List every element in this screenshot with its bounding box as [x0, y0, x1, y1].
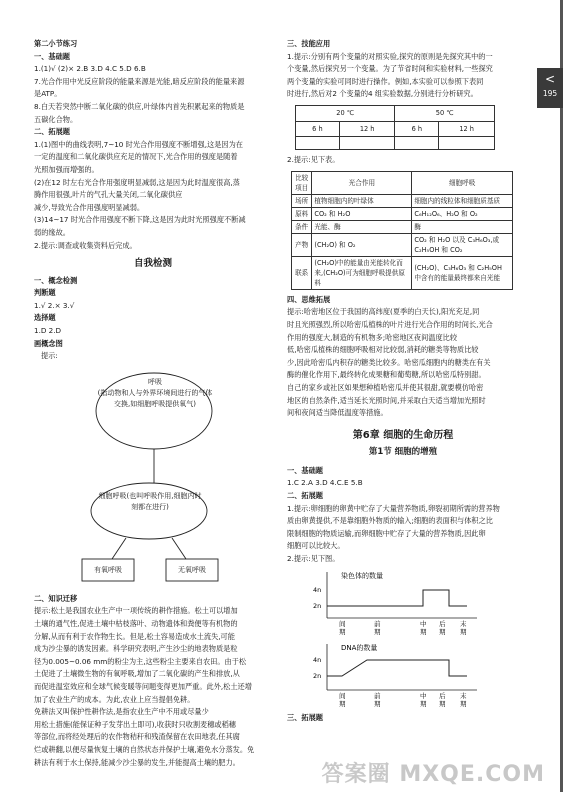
table-header: 光合作用 [312, 171, 412, 194]
answer-line: 加了农业生产的成本。为此,农业上应当提倡免耕。 [34, 694, 195, 704]
page-number-tab[interactable] [537, 68, 563, 108]
judge-heading: 判断题 [34, 288, 56, 298]
anaerobic-label: 无氧呼吸 [178, 565, 206, 574]
answer-line: 五碳化合物。 [34, 114, 78, 124]
phase-tick-label: 期 [420, 699, 427, 708]
respiration-label: 呼吸 [148, 377, 162, 386]
experiment-table [295, 105, 495, 150]
table-cell: 产物 [292, 233, 312, 256]
table-cell: 原料 [292, 207, 312, 220]
table-cell: 条件 [292, 220, 312, 233]
phase-tick-label: 期 [339, 627, 346, 636]
answer-line: 而促进温室效应和全球气候变暖等问题变得更加严重。此外,松土还增 [34, 682, 252, 691]
respiration-desc: (指动物和人与外界环境间进行的气体交换,如细胞呼吸提供氧气) [97, 388, 213, 408]
table-cell: 细胞内的线粒体和细胞质基质 [412, 194, 513, 207]
chart2-tick-4n: 4n [313, 655, 322, 664]
table-cell: 50 ℃ [395, 105, 495, 121]
table-cell: CO₂ 和 H₂O 以及 C₃H₆O₃,或 C₂H₅OH 和 CO₂ [412, 233, 513, 256]
answer-line: 用松土措施(能保证种子发芽出土即可),收获时只收割麦穗或稻穗 [34, 719, 236, 729]
comparison-table [291, 171, 513, 290]
answer-line: 成为沙尘暴的诱发因素。科学研究表明,产生沙尘的地表物质是粒 [34, 644, 238, 654]
table-row [292, 256, 513, 289]
answer-line: 作用的强度大,制造的有机物多;哈密地区夜间温度比较 [287, 332, 458, 342]
phase-tick-label: 末 [460, 691, 467, 700]
answer-line: 提示:松土是我国农业生产中一项传统的耕作措施。松土可以增加 [34, 606, 238, 616]
answer-line: 质由卵黄提供,不是靠细胞外物质的输入;细胞的表面积与体积之比 [287, 516, 493, 526]
table-cell: (CH₂O)中的能量由光能转化而来,(CH₂O)可为细胞呼吸提供原料 [312, 256, 412, 289]
answer-line: 提示:哈密地区位于我国的高纬度(夏季的白天长),阳光充足,同 [287, 307, 480, 317]
subsection-heading: 二、拓展题 [34, 127, 70, 137]
answer-line: 时且光照强烈,所以哈密瓜植株的叶片进行光合作用的时间长,光合 [287, 319, 493, 329]
answer-line: (2)在12 时左右光合作用强度明显减弱,这是因为此时温度很高,蒸 [34, 177, 240, 187]
answer-line: 限制细胞的物质运输,而卵细胞中贮存了大量的营养物质,因此卵 [287, 528, 486, 538]
answer-line: 细胞可以比较大。 [287, 541, 345, 551]
table-cell: CO₂ 和 H₂O [312, 207, 412, 220]
cell-respiration-node: 细胞呼吸(也叫呼吸作用,细胞内时刻都在进行) [98, 491, 202, 511]
table-cell [339, 137, 395, 150]
phase-tick-label: 前 [374, 619, 381, 628]
subsection-heading: 二、拓展题 [287, 491, 323, 501]
phase-tick-label: 期 [439, 699, 446, 708]
answer-line: 分解,从而有利于农作物生长。但是,松土容易造成水土流失,可能 [34, 631, 235, 641]
table-row [292, 233, 513, 256]
chart1-tick-4n: 4n [313, 585, 322, 594]
table-cell: 12 h [439, 121, 495, 137]
phase-tick-label: 期 [339, 699, 346, 708]
section-title: 第1节 细胞的增殖 [368, 447, 438, 458]
subsection-heading: 三、技能应用 [287, 39, 331, 48]
chart1-ylabel: 染色体的数量 [341, 571, 383, 580]
thinking-answer [287, 306, 519, 419]
table-cell [296, 137, 340, 150]
answer-line: 7.光合作用中光反应阶段的能量来源是光能,暗反应阶段的能量来源 [34, 76, 245, 86]
chart2-ylabel: DNA的数量 [341, 643, 378, 652]
phase-tick-label: 后 [439, 619, 446, 628]
subsection-heading: 一、基础题 [287, 465, 323, 475]
draw-heading: 画概念图 [34, 338, 63, 348]
answer-line: 是ATP。 [34, 89, 62, 99]
answer-line: 8.白天若突然中断二氧化碳的供应,叶绿体内首先积累起来的物质是 [34, 101, 245, 111]
subsection-heading: 一、概念检测 [34, 275, 78, 285]
respiration-node [96, 377, 214, 410]
answer-line: 腾作用很强,叶片的气孔大量关闭,二氧化碳供应 [34, 190, 183, 200]
aerobic-label: 有氧呼吸 [94, 565, 122, 574]
subsection-heading: 一、基础题 [34, 51, 70, 61]
answer-line: 2.提示:调查或收集资料后完成。 [34, 240, 137, 250]
skill-answer [287, 51, 519, 101]
connector-line [172, 538, 186, 559]
phase-tick-label: 末 [460, 619, 467, 628]
table-cell: (CH₂O)、C₃H₆O₃ 和 C₂H₅OH 中含有的能量最终都来自光能 [412, 256, 513, 289]
section-heading: 第二小节练习 [34, 39, 78, 48]
chart2-tick-2n: 2n [313, 671, 322, 680]
connector-line [112, 538, 126, 559]
answer-line: 免耕法又叫保护性耕作法,是指农业生产中不用或尽量少 [34, 707, 209, 717]
phase-tick-label: 期 [374, 627, 381, 636]
answer-line: 少,因此哈密瓜内积存的糖类比较多。哈密瓜细胞内的糖类在有关 [287, 357, 491, 367]
answer-line: 地区的自然条件,适当延长光照时间,并采取白天适当增加光照时 [287, 395, 486, 405]
expand-answer [287, 503, 519, 553]
answer-line: 间和夜间适当降低温度等措施。 [287, 408, 388, 418]
answer-line: 1.提示:卵细胞的卵黄中贮存了大量营养物质,卵裂初期所需的营养物 [287, 503, 500, 513]
table-cell [439, 137, 495, 150]
subsection-heading: 二、知识迁移 [34, 593, 78, 603]
table-cell [395, 137, 439, 150]
phase-tick-label: 中 [420, 619, 427, 628]
phase-tick-label: 期 [420, 627, 427, 636]
table-cell: 场所 [292, 194, 312, 207]
concept-map [34, 363, 272, 593]
table-cell: 联系 [292, 256, 312, 289]
phase-tick-label: 期 [439, 627, 446, 636]
answer-line: 径为0.005~0.06 mm的粉尘为主,这些粉尘主要来自农田。由于松 [34, 656, 247, 666]
basic-answers [34, 63, 272, 126]
table-row [292, 194, 513, 207]
answer-line: 1.(1)图中的曲线表明,7~10 时光合作用强度不断增强,这是因为在 [34, 139, 243, 149]
chart1-tick-2n: 2n [313, 601, 322, 610]
transfer-answer [34, 605, 272, 769]
phase-tick-label: 期 [460, 699, 467, 708]
answer-line: 弱的缘故。 [34, 227, 70, 237]
table-cell: (CH₂O) 和 O₂ [312, 233, 412, 256]
watermark-logo: 答案圈 MXQE.COM [321, 762, 545, 787]
table-cell: 植物细胞内的叶绿体 [312, 194, 412, 207]
chromosome-series-line [327, 590, 467, 606]
answer-line: 耕法有利于水土保持,能减少沙尘暴的发生,并能提高土壤的肥力。 [34, 757, 240, 767]
table-cell: 光能、酶 [312, 220, 412, 233]
table-cell: 6 h [296, 121, 340, 137]
answer-line: 1.(1)√ (2)× 2.B 3.D 4.C 5.D 6.B [34, 64, 146, 74]
answer-line: 1.提示:分别有两个变量的对照实验,探究的原则是先探究其中的一 [287, 51, 493, 61]
subsection-heading: 四、思维拓展 [287, 294, 331, 304]
answer-line: 土促进了土壤微生物的有氧呼吸,增加了二氧化碳的产生和排放,从 [34, 669, 240, 679]
answer-line: 自己的家乡或社区如果想种植哈密瓜并使其很甜,就要模仿哈密 [287, 382, 484, 392]
judge-answer: 1.√ 2.× 3.√ [34, 300, 75, 310]
answer-line: 个变量,然后探究另一个变量。为了节省时间和实验材料,一些探究 [287, 64, 493, 74]
right-column [287, 38, 519, 725]
answer-line: 一定的温度和二氧化碳供应充足的情况下,光合作用的强度是随着 [34, 152, 238, 162]
answer-line: 低,哈密瓜植株的细胞呼吸相对比较弱,消耗的糖类等物质比较 [287, 345, 479, 355]
answer-line: 减少,导致光合作用强度明显减弱。 [34, 202, 145, 212]
answer-line: (3)14~17 时光合作用强度不断下降,这是因为此时光照强度不断减 [34, 215, 246, 225]
table-cell: 20 ℃ [296, 105, 395, 121]
phase-tick-label: 期 [374, 699, 381, 708]
phase-tick-label: 后 [439, 691, 446, 700]
chevron-left-icon: < [544, 72, 556, 86]
phase-tick-label: 间 [339, 691, 346, 700]
see-table-hint: 2.提示:见下表。 [287, 155, 340, 165]
table-header: 比较项目 [292, 171, 312, 194]
page-number: 195 [542, 89, 558, 98]
answer-line: 烂或耕翻,以便尽量恢复土壤的自然状态并保护土壤,避免水分蒸发。免 [34, 744, 255, 754]
hint-label: 提示: [41, 351, 58, 361]
table-row [292, 207, 513, 220]
choice-answer: 1.D 2.D [34, 326, 62, 336]
table-cell: 6 h [395, 121, 439, 137]
table-row [292, 220, 513, 233]
left-column [34, 38, 272, 769]
answer-line: 土壤的通气性,促进土壤中枯枝落叶、动物遗体和粪便等有机物的 [34, 619, 238, 629]
table-header: 细胞呼吸 [412, 171, 513, 194]
answer-line: 时进行,然后对2 个变量的4 组实验数据,分别进行分析研究。 [287, 89, 478, 99]
see-figure-hint: 2.提示:见下图。 [287, 554, 340, 564]
self-test-title: 自我检测 [133, 258, 172, 270]
phase-tick-label: 期 [460, 627, 467, 636]
cell-cycle-charts [297, 568, 497, 708]
answer-line: 光照加强而增强的。 [34, 164, 99, 174]
basic-answer: 1.C 2.A 3.D 4.C.E 5.B [287, 478, 363, 488]
answer-line: 两个变量的实验可同时进行操作。例如,本实验可以参照下表同 [287, 76, 484, 86]
subsection-heading: 三、拓展题 [287, 713, 323, 723]
phase-tick-label: 间 [339, 619, 346, 628]
answer-line: 等部位,而将经处理后的农作物秸秆和残渣保留在农田地表,任其腐 [34, 732, 240, 742]
answer-line: 酶的催化作用下,最终转化成果糖和葡萄糖,所以哈密瓜特别甜。 [287, 370, 486, 380]
table-cell: C₆H₁₂O₆、H₂O 和 O₂ [412, 207, 513, 220]
choice-heading: 选择题 [34, 313, 56, 323]
phase-tick-label: 前 [374, 691, 381, 700]
dna-series-line [327, 660, 467, 676]
chapter-title: 第6章 细胞的生命历程 [352, 429, 454, 441]
table-cell: 酶 [412, 220, 513, 233]
phase-tick-label: 中 [420, 691, 427, 700]
expand-answers [34, 139, 272, 252]
table-cell: 12 h [339, 121, 395, 137]
